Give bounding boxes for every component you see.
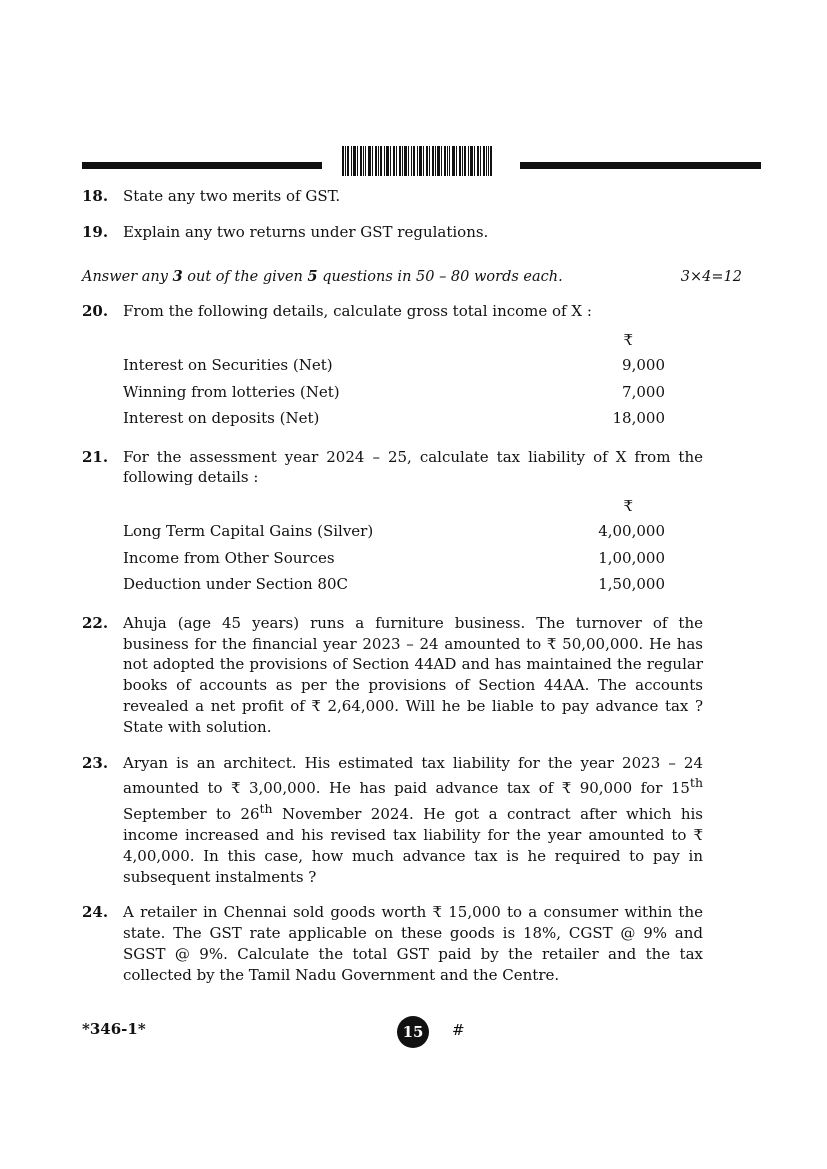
question-text: State any two merits of GST. bbox=[123, 187, 341, 205]
row-amount: 4,00,000 bbox=[598, 522, 665, 541]
question-22 bbox=[82, 613, 703, 738]
question-text: A retailer in Chennai sold goods worth ₹ 15,000 to a consumer within the state. The GST rate applicable on these goods is 18%, CGST @ 9% and SGST @ 9%. Calculate the total GST paid by the retailer and the tax collected by the Tamil Nadu Government and the Centre. bbox=[123, 903, 703, 984]
details-table bbox=[123, 328, 703, 432]
question-text: Ahuja (age 45 years) runs a furniture business. The turnover of the business for the financial year 2023 – 24 amounted to ₹ 50,00,000. He has not adopted the provisions of Section 44AD and has maintained the regular books of accounts as per the provisions of Section 44AA. The accounts revealed a net profit of ₹ 2,64,000. Will he be liable to pay advance tax ? State with solution. bbox=[123, 613, 703, 736]
row-amount: 18,000 bbox=[612, 409, 665, 428]
question-18 bbox=[82, 186, 703, 207]
paper-code: *346-1* bbox=[82, 1020, 146, 1038]
table-row bbox=[123, 545, 703, 572]
question-number: 23. bbox=[82, 753, 109, 772]
section-instruction bbox=[82, 267, 742, 288]
question-number: 21. bbox=[82, 447, 109, 466]
marks-allocation: 3×4=12 bbox=[680, 268, 742, 285]
row-label: Interest on Securities (Net) bbox=[123, 356, 333, 375]
header-rule-right bbox=[520, 162, 761, 169]
question-21 bbox=[82, 447, 703, 598]
question-number: 19. bbox=[82, 222, 109, 241]
question-number: 24. bbox=[82, 903, 109, 922]
row-label: Interest on deposits (Net) bbox=[123, 409, 320, 428]
question-text: Aryan is an architect. His estimated tax liability for the year 2023 – 24 amounted to ₹ 3,00,000. He has paid advance tax of ₹ 90,000 for 15th September to 26th November 2024. He got a contract after which his income increased and his revised tax liability for the year amounted to ₹ 4,00,000. In this case, how much advance tax is he required to pay in subsequent instalments ? bbox=[123, 753, 703, 886]
question-20 bbox=[82, 301, 703, 431]
question-number: 22. bbox=[82, 613, 109, 632]
row-amount: 9,000 bbox=[622, 356, 665, 375]
row-amount: 7,000 bbox=[622, 382, 665, 401]
rupee-symbol: ₹ bbox=[623, 330, 633, 349]
barcode-icon bbox=[342, 146, 492, 176]
currency-header bbox=[123, 328, 703, 352]
table-row bbox=[123, 379, 703, 406]
question-number: 18. bbox=[82, 187, 109, 205]
page-number: 15 bbox=[397, 1016, 429, 1048]
details-table bbox=[123, 494, 703, 598]
question-page bbox=[82, 186, 742, 1001]
table-row bbox=[123, 405, 703, 432]
page-footer bbox=[82, 1016, 762, 1046]
question-23 bbox=[82, 753, 703, 888]
table-row bbox=[123, 571, 703, 598]
question-text: Explain any two returns under GST regulations. bbox=[123, 222, 489, 241]
table-row bbox=[123, 518, 703, 545]
row-label: Deduction under Section 80C bbox=[123, 575, 348, 594]
question-text: For the assessment year 2024 – 25, calculate tax liability of X from the following details : bbox=[123, 447, 703, 487]
row-amount: 1,50,000 bbox=[598, 575, 665, 594]
row-amount: 1,00,000 bbox=[598, 548, 665, 567]
row-label: Income from Other Sources bbox=[123, 548, 335, 567]
table-row bbox=[123, 352, 703, 379]
question-24 bbox=[82, 902, 703, 985]
currency-header bbox=[123, 494, 703, 518]
question-text: From the following details, calculate gross total income of X : bbox=[123, 302, 592, 321]
row-label: Long Term Capital Gains (Silver) bbox=[123, 522, 374, 541]
row-label: Winning from lotteries (Net) bbox=[123, 382, 340, 401]
rupee-symbol: ₹ bbox=[623, 496, 633, 515]
question-19 bbox=[82, 222, 703, 243]
question-number: 20. bbox=[82, 302, 109, 321]
header-rule-left bbox=[82, 162, 322, 169]
instruction-text: Answer any 3 out of the given 5 questions in 50 – 80 words each. bbox=[82, 267, 563, 285]
hash-mark: # bbox=[452, 1021, 465, 1039]
